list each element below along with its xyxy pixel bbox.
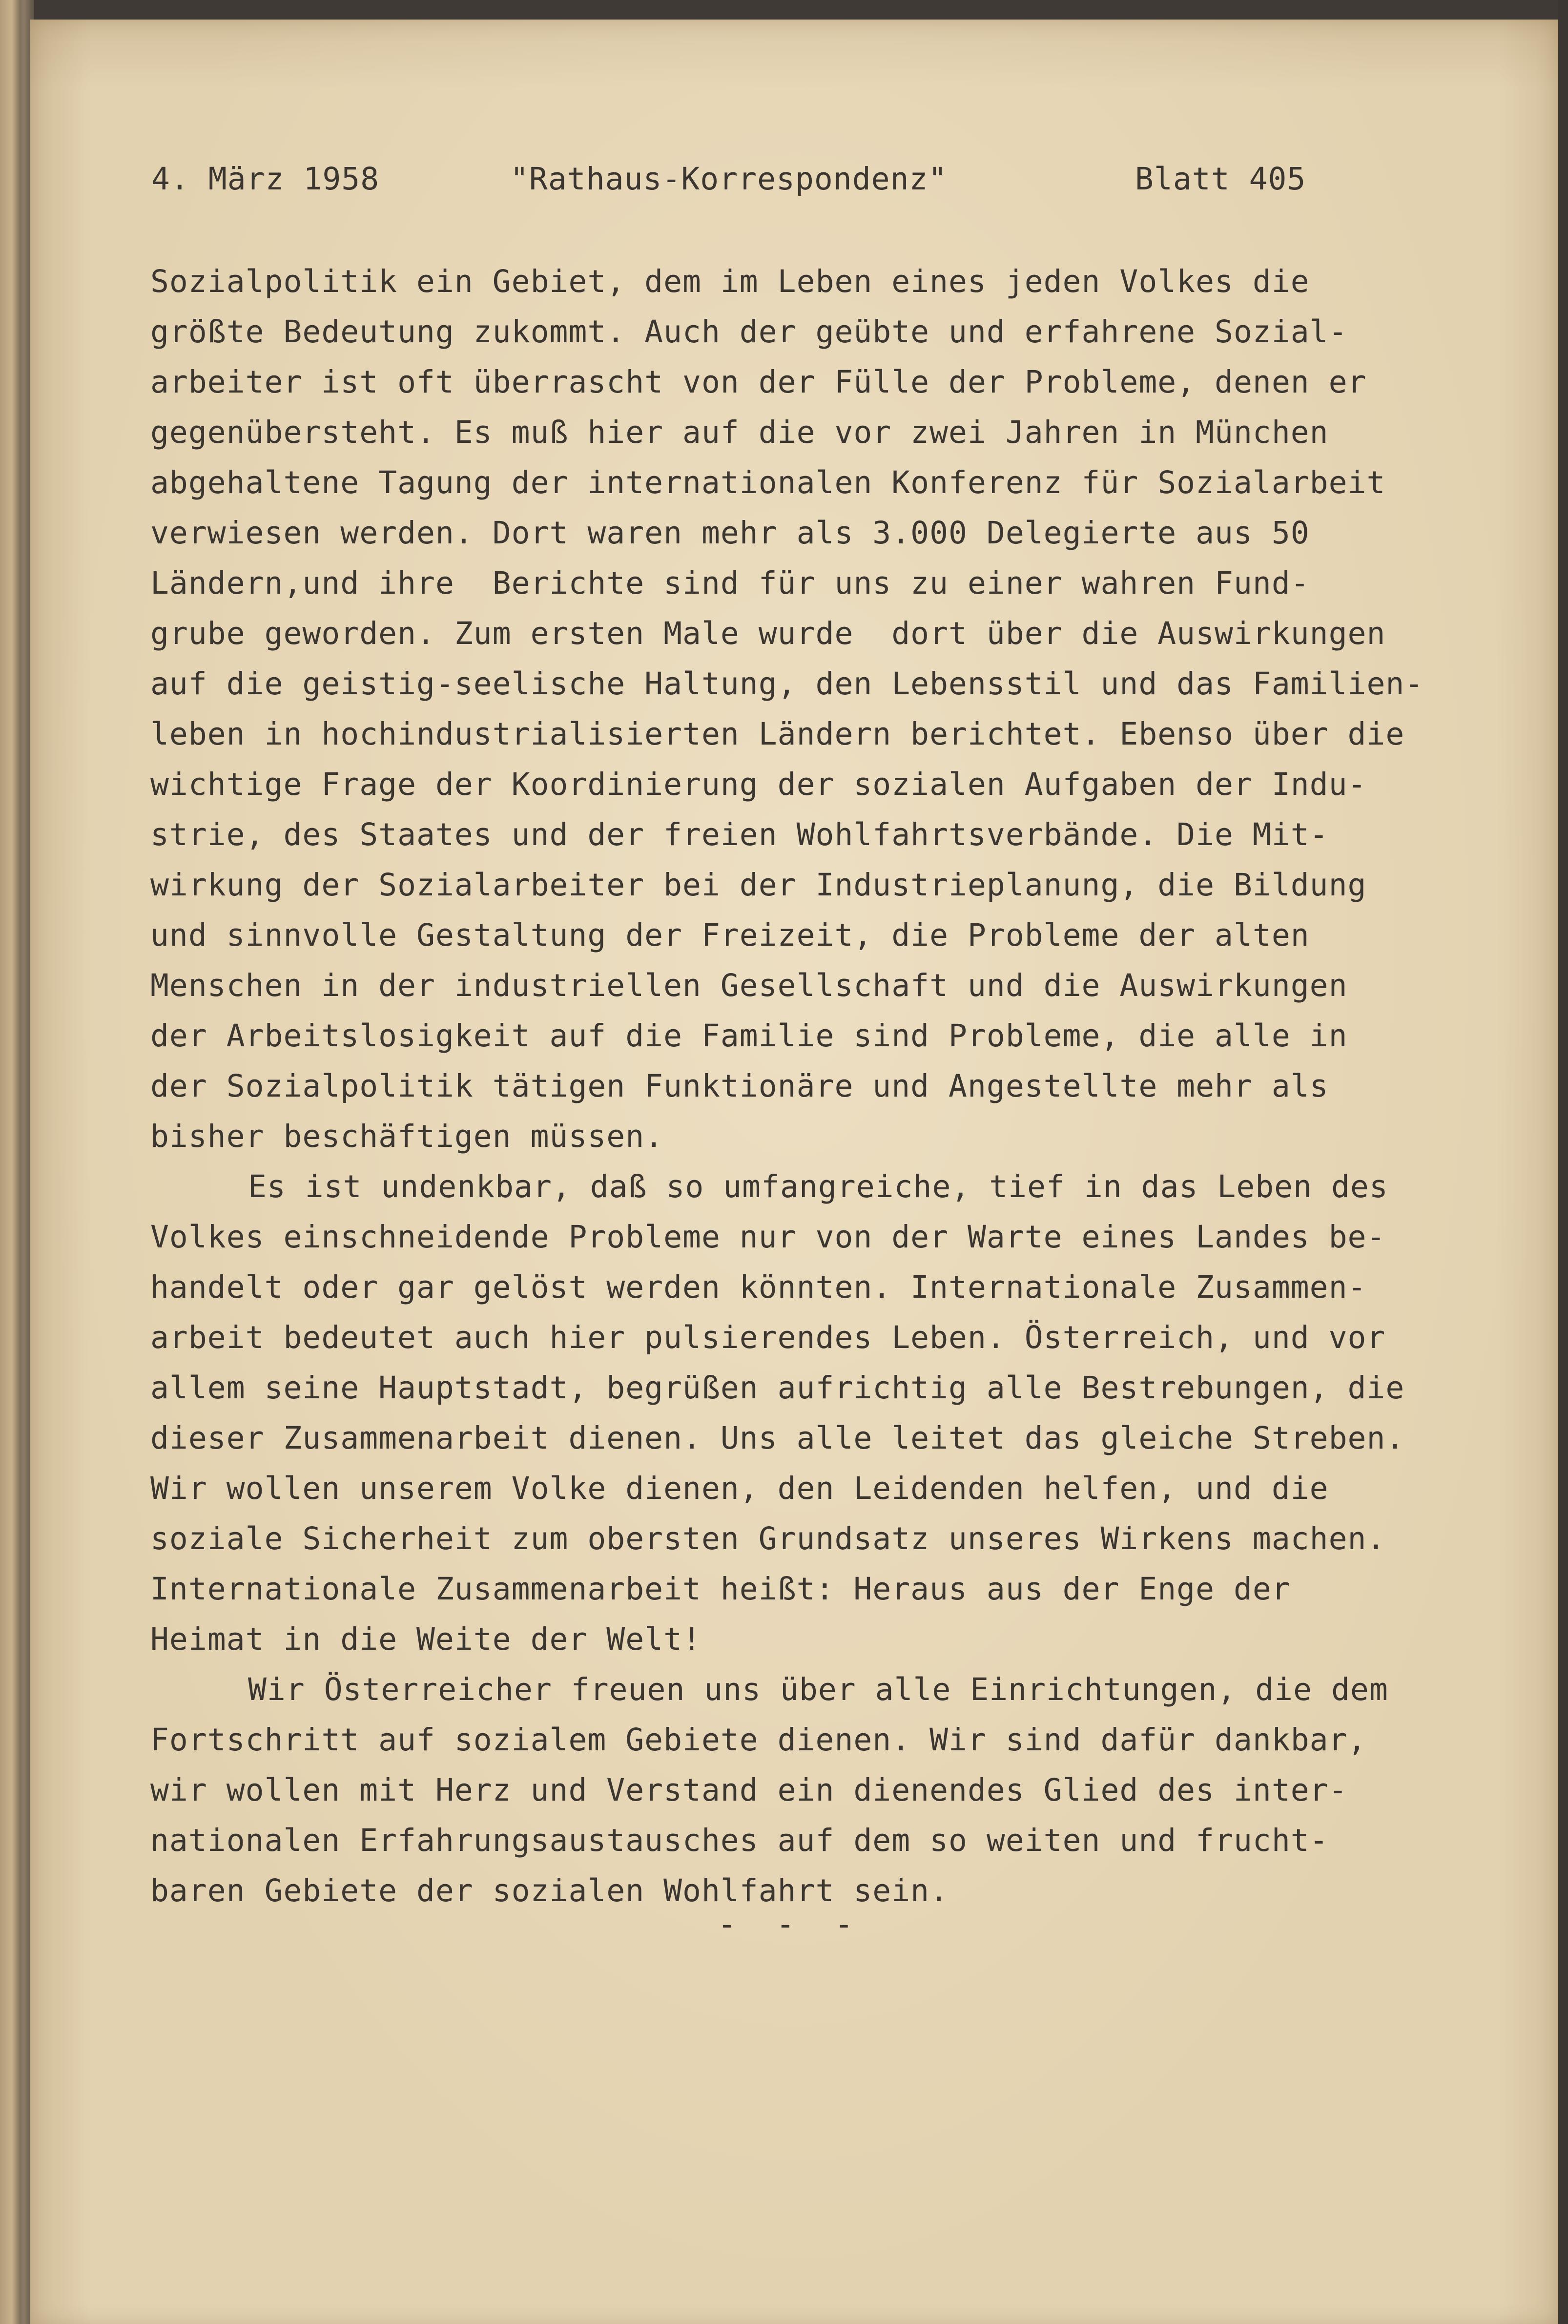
text-line: Volkes einschneidende Probleme nur von der Warte eines Landes be- <box>150 1219 1386 1255</box>
text-line: arbeiter ist oft überrascht von der Fülle der Probleme, denen er <box>150 364 1367 400</box>
text-line: Fortschritt auf sozialem Gebiete dienen. Wir sind dafür dankbar, <box>150 1722 1367 1758</box>
page-header <box>151 161 1323 205</box>
text-line: dieser Zusammenarbeit dienen. Uns alle leitet das gleiche Streben. <box>150 1420 1405 1456</box>
text-line: handelt oder gar gelöst werden könnten. Internationale Zusammen- <box>150 1269 1367 1305</box>
body-text <box>150 256 1517 1916</box>
paragraph-start-line: Wir Österreicher freuen uns über alle Einrichtungen, die dem <box>248 1672 1388 1707</box>
text-line: nationalen Erfahrungsaustausches auf dem so weiten und frucht- <box>150 1823 1329 1858</box>
text-line: leben in hochindustrialisierten Ländern berichtet. Ebenso über die <box>150 716 1405 752</box>
text-line: Ländern,und ihre Berichte sind für uns zu einer wahren Fund- <box>150 565 1310 601</box>
text-line: gegenübersteht. Es muß hier auf die vor zwei Jahren in München <box>150 415 1329 450</box>
text-line: größte Bedeutung zukommt. Auch der geübte und erfahrene Sozial- <box>150 314 1348 350</box>
text-line: baren Gebiete der sozialen Wohlfahrt sein. <box>150 1873 949 1909</box>
text-line: und sinnvolle Gestaltung der Freizeit, die Probleme der alten <box>150 917 1310 953</box>
text-line: Wir wollen unserem Volke dienen, den Leidenden helfen, und die <box>150 1471 1329 1506</box>
text-line: arbeit bedeutet auch hier pulsierendes Leben. Österreich, und vor <box>150 1320 1386 1355</box>
text-line: Menschen in der industriellen Gesellschaft und die Auswirkungen <box>150 968 1348 1003</box>
text-line: Sozialpolitik ein Gebiet, dem im Leben eines jeden Volkes die <box>150 264 1310 299</box>
text-line: Internationale Zusammenarbeit heißt: Heraus aus der Enge der <box>150 1571 1291 1607</box>
right-page-edge <box>1558 0 1568 2324</box>
previous-page-edge <box>0 0 20 2324</box>
end-mark: - - - <box>718 1907 864 1942</box>
text-line: verwiesen werden. Dort waren mehr als 3.000 Delegierte aus 50 <box>150 515 1310 551</box>
text-line: der Arbeitslosigkeit auf die Familie sind Probleme, die alle in <box>150 1018 1348 1054</box>
header-publication: "Rathaus-Korrespondenz" <box>510 161 948 197</box>
text-line: grube geworden. Zum ersten Male wurde dort über die Auswirkungen <box>150 616 1386 651</box>
text-line: abgehaltene Tagung der internationalen Konferenz für Sozialarbeit <box>150 465 1386 500</box>
header-sheet-number: Blatt 405 <box>1135 161 1306 197</box>
text-line: wirkung der Sozialarbeiter bei der Industrieplanung, die Bildung <box>150 867 1367 903</box>
text-line: der Sozialpolitik tätigen Funktionäre und Angestellte mehr als <box>150 1068 1329 1104</box>
text-line: bisher beschäftigen müssen. <box>150 1119 664 1154</box>
text-line: wir wollen mit Herz und Verstand ein dienendes Glied des inter- <box>150 1772 1348 1808</box>
text-line: auf die geistig-seelische Haltung, den Lebensstil und das Familien- <box>150 666 1424 702</box>
text-line: soziale Sicherheit zum obersten Grundsatz unseres Wirkens machen. <box>150 1521 1386 1556</box>
text-line: strie, des Staates und der freien Wohlfahrtsverbände. Die Mit- <box>150 817 1329 852</box>
text-line: allem seine Hauptstadt, begrüßen aufrichtig alle Bestrebungen, die <box>150 1370 1405 1406</box>
header-date: 4. März 1958 <box>151 161 380 197</box>
text-line: wichtige Frage der Koordinierung der sozialen Aufgaben der Indu- <box>150 767 1367 802</box>
text-line: Heimat in die Weite der Welt! <box>150 1621 701 1657</box>
paragraph-start-line: Es ist undenkbar, daß so umfangreiche, tief in das Leben des <box>248 1169 1388 1204</box>
